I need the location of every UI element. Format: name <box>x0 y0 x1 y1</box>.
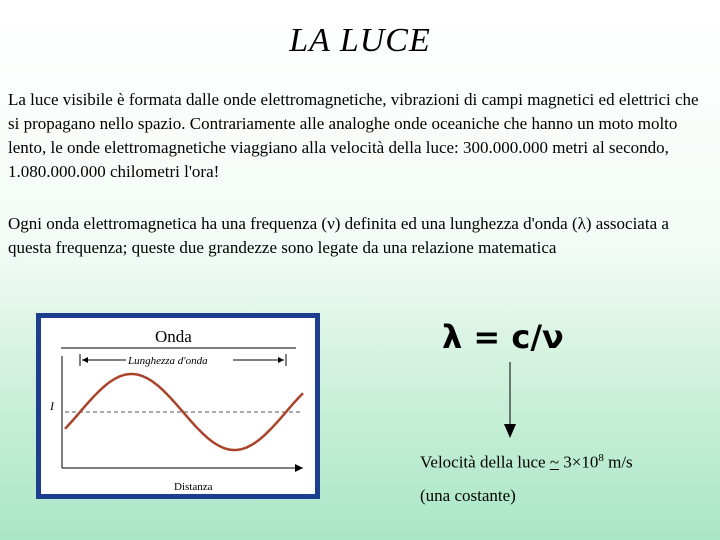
wavelength-formula: λ = c/ν <box>442 318 564 356</box>
speed-value: 3×10 <box>563 452 599 472</box>
y-axis-label: I <box>50 399 54 413</box>
paragraph-light-speed: La luce visibile è formata dalle onde elettromagnetiche, vibrazioni di campi magnetici ed elettrici che si propagano nello spazio. Contrariamente alle analoghe onde oceaniche che hanno un moto molto lento, le onde elettromagnetiche viaggiano alla velocità della luce: 300.000.000 metri al secondo, 1.080.000.000 chilometri l'ora! <box>8 90 699 181</box>
speed-of-light-note <box>420 452 633 473</box>
wavelength-arrowhead-right <box>278 357 284 363</box>
x-axis-arrowhead <box>295 464 303 472</box>
speed-label: Velocità della luce <box>420 452 546 472</box>
figure-title: Onda <box>155 327 192 346</box>
x-axis-label: Distanza <box>174 481 213 493</box>
wavelength-arrowhead-left <box>82 357 88 363</box>
approx-symbol: ~ <box>549 452 560 472</box>
wavelength-label: Lunghezza d'onda <box>128 355 208 367</box>
paragraph-frequency-wavelength: Ogni onda elettromagnetica ha una frequenza (ν) definita ed una lunghezza d'onda (λ) associata a questa frequenza; queste due grandezze sono legate da una relazione matematica <box>8 214 669 257</box>
speed-unit: m/s <box>608 452 633 472</box>
wave-figure <box>36 313 320 499</box>
wave-diagram <box>41 318 315 494</box>
page-title: LA LUCE <box>289 22 431 59</box>
speed-exponent: 8 <box>598 452 604 464</box>
constant-note: (una costante) <box>420 486 516 505</box>
